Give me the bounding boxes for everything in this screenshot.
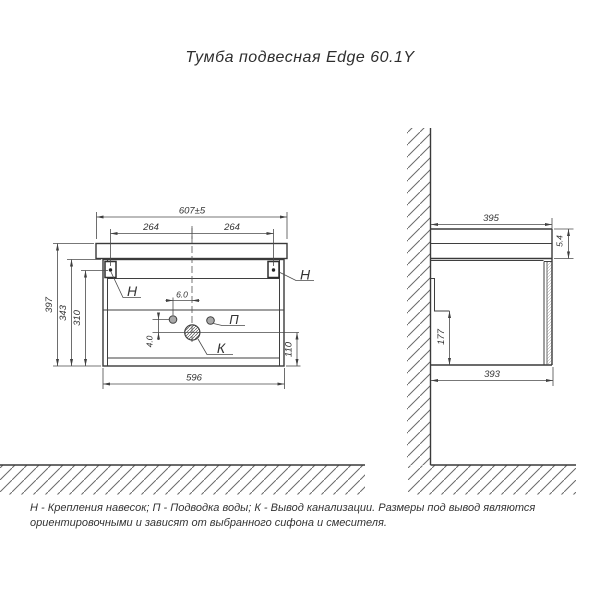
page-title: Тумба подвесная Edge 60.1Y [185, 49, 415, 66]
water-hole-right [207, 317, 215, 325]
svg-text:397: 397 [44, 297, 55, 313]
drawer-front-panel [544, 259, 552, 366]
legend-line-1: Н - Крепления навесок; П - Подводка воды; К - Вывод канализации. Размеры под вывод являются [30, 502, 536, 514]
legend-note [30, 501, 582, 531]
svg-text:395: 395 [483, 213, 499, 224]
floor-section [0, 465, 576, 495]
svg-text:177: 177 [436, 329, 447, 345]
dim-drain-height [284, 333, 301, 367]
svg-text:Н: Н [299, 266, 311, 283]
dim-heights-left [44, 244, 108, 367]
svg-text:343: 343 [58, 305, 69, 321]
svg-text:264: 264 [224, 222, 240, 233]
dim-depth-body [431, 367, 553, 386]
dim-width-body [103, 368, 285, 389]
svg-text:607±5: 607±5 [178, 205, 206, 217]
svg-text:К: К [216, 340, 226, 356]
wall-section [407, 128, 431, 465]
dim-depth-top [431, 213, 552, 229]
dim-water-offset [166, 290, 200, 316]
wall-hatch [407, 128, 431, 465]
svg-text:110: 110 [283, 341, 295, 358]
svg-text:5.4: 5.4 [554, 235, 565, 247]
cabinet-body-front [103, 260, 284, 367]
svg-text:264: 264 [143, 222, 159, 233]
dim-top-edge-height [554, 229, 574, 259]
callout-drain [198, 339, 233, 356]
siphon-niche-outline [431, 279, 450, 312]
water-hole-left [169, 316, 177, 324]
callout-bracket-right [280, 267, 314, 283]
svg-text:4.0: 4.0 [144, 335, 155, 348]
svg-text:6.0: 6.0 [176, 289, 188, 300]
callout-water [214, 312, 246, 327]
countertop-front [96, 244, 287, 259]
floor-hatch-left [0, 466, 365, 495]
side-view [431, 213, 574, 386]
front-view [44, 206, 314, 390]
svg-text:Н: Н [126, 283, 138, 299]
svg-text:393: 393 [484, 369, 500, 380]
legend-line-2: ориентировочными и зависят от выбранного сифона и смесителя. [30, 517, 387, 529]
svg-text:310: 310 [72, 310, 83, 326]
svg-text:596: 596 [186, 372, 202, 384]
svg-text:П: П [229, 312, 239, 327]
floor-hatch-right [408, 466, 576, 495]
dim-niche-height [436, 311, 450, 365]
